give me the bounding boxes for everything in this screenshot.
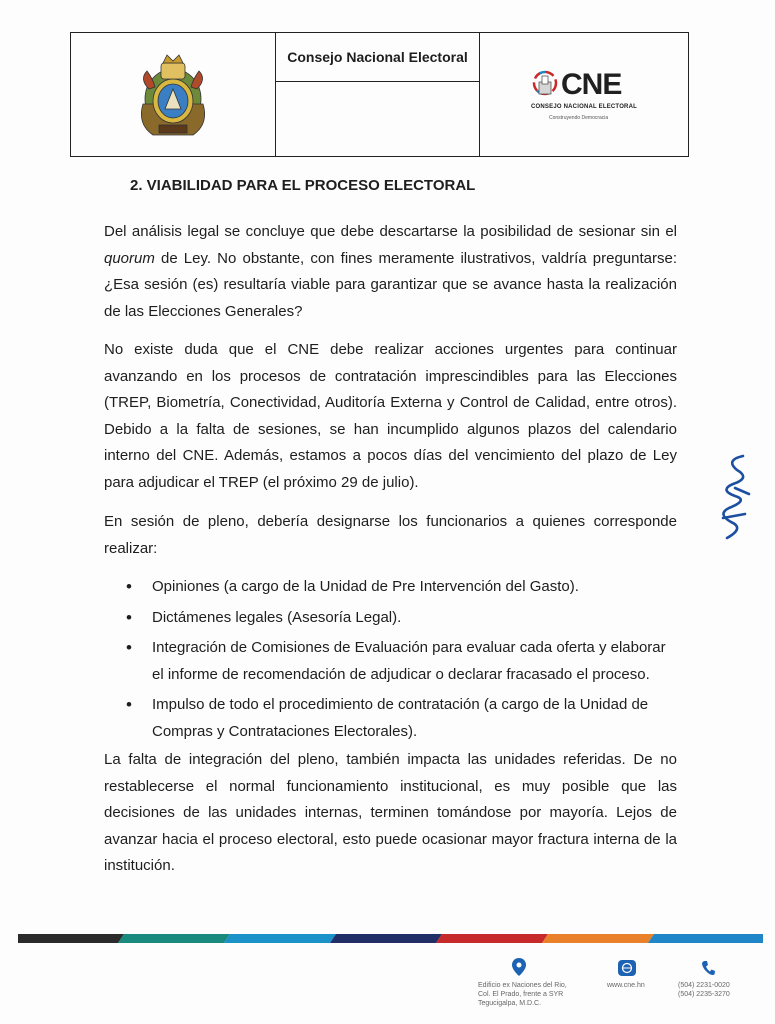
phone-1: (504) 2231-0020 [678,982,730,989]
list-item: • Dictámenes legales (Asesoría Legal). [104,605,677,632]
phone-2: (504) 2235-3270 [678,991,730,998]
paragraph-1-text-a: Del análisis legal se concluye que debe descartarse la posibilidad de sesionar sin el [104,223,677,240]
signature-initials [715,448,755,548]
cne-acronym: CNE [561,68,622,101]
footer-phones [678,981,730,999]
location-pin-icon [512,958,526,976]
header-crest-cell [71,33,276,156]
paragraph-4: La falta de integración del pleno, también impacta las unidades referidas. De no restablecerse el normal funcionamiento institucional, es muy posible que las decisiones de las unidades internas, terminen tomándose por mayoría. Lejos de avanzar hacia el proceso electoral, esto puede ocasionar mayor fractura interna de la institución. [104,751,677,874]
list-item: • Opiniones (a cargo de la Unidad de Pre Intervención del Gasto). [104,574,677,601]
header-empty-cell [276,82,479,156]
phone-icon [701,960,715,976]
address-line-3: Tegucigalpa, M.D.C. [478,1000,542,1007]
footer-color-stripe [18,934,763,943]
paragraph-1 [104,219,677,325]
honduras-coat-of-arms-icon [133,49,213,141]
address-line-1: Edificio ex Naciones del Rio, [478,982,567,989]
document-header [70,32,689,157]
cne-full-name: CONSEJO NACIONAL ELECTORAL [531,104,637,110]
duties-list [104,574,677,749]
section-title: 2. VIABILIDAD PARA EL PROCESO ELECTORAL [130,177,476,194]
list-item: • Impulso de todo el procedimiento de contratación (a cargo de la Unidad de Compras y Contrataciones Electorales). [104,692,677,745]
quorum-term: quorum [104,249,155,267]
footer-address [478,981,567,1008]
ballot-box-icon [531,70,559,100]
header-title-cell [276,33,480,156]
cne-tagline: Construyendo Democracia [549,115,609,121]
paragraph-2: No existe duda que el CNE debe realizar acciones urgentes para continuar avanzando en los procesos de contratación imprescindibles para las Elecciones (TREP, Biometría, Conectividad, Auditoría Externa y Control de Calidad, entre otros). Debido a la falta de sesiones, se han incumplido algunos plazos del calendario interno del CNE. Además, estamos a pocos días del vencimiento del plazo de Ley para adjudicar el TREP (el próximo 29 de julio). [104,341,677,491]
org-name: Consejo Nacional Electoral [276,33,479,82]
paragraph-3: En sesión de pleno, debería designarse los funcionarios a quienes corresponde realizar: [104,513,677,557]
paragraph-1-text-b: de Ley. No obstante, con fines meramente ilustrativos, valdría preguntarse: ¿Esa sesión (es) resultaría viable para garantizar que se avance hasta la realización de las Elecciones Generales? [104,249,677,320]
web-icon [618,960,636,976]
address-line-2: Col. El Prado, frente a SYR [478,991,564,998]
list-item: • Integración de Comisiones de Evaluación para evaluar cada oferta y elaborar el informe de recomendación de adjudicar o declarar fracasado el proceso. [104,635,677,688]
cne-logo [531,68,637,121]
footer-website[interactable]: www.cne.hn [607,982,645,989]
header-logo-cell [480,33,688,156]
